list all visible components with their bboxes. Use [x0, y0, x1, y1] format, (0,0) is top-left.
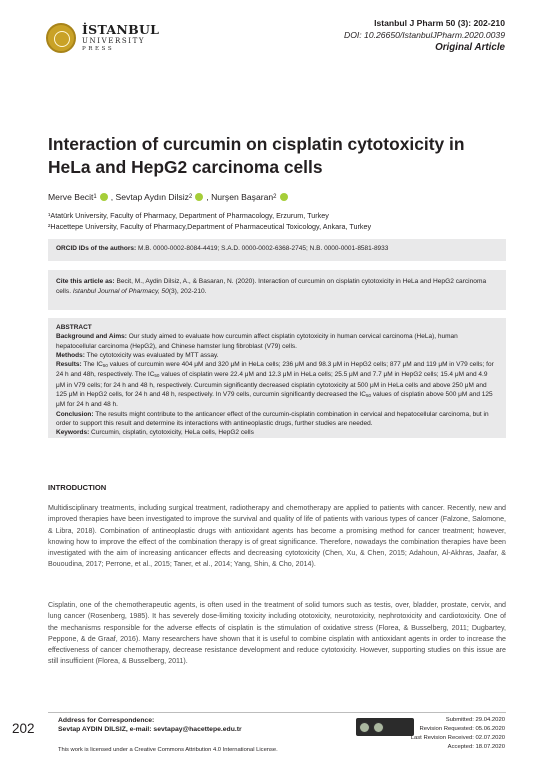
- author-name: Merve Becit: [48, 192, 94, 202]
- abstract-background: Background and Aims: Our study aimed to evaluate how curcumin affect cisplatin cytotoxicity in human cervical carcinoma (HeLa), human hepatocellular carcinoma (HepG2), and Chinese hamster lung fibroblast (V79) cells.: [56, 333, 458, 350]
- abstract-box: [48, 318, 506, 438]
- university-press-logo: [46, 17, 158, 59]
- correspondence-block: [58, 716, 242, 734]
- cite-tail: (3), 202-210.: [168, 288, 207, 295]
- university-seal-icon: [46, 23, 76, 53]
- journal-header: [344, 17, 505, 54]
- section-heading-introduction: INTRODUCTION: [48, 483, 107, 492]
- abstract-methods: Methods: The cytotoxicity was evaluated by MTT assay.: [56, 351, 219, 359]
- logo-line-3: PRESS: [82, 46, 115, 52]
- correspondence-contact[interactable]: Sevtap AYDIN DILSIZ, e-mail: sevtapay@hacettepe.edu.tr: [58, 726, 242, 733]
- author-name: Nurşen Başaran: [211, 192, 274, 202]
- date-last-revision: Last Revision Received: 02.07.2020: [410, 734, 505, 741]
- footer-divider: [48, 712, 506, 713]
- author-affiliation-mark: 2: [188, 194, 193, 200]
- citation-box: [48, 270, 506, 310]
- abstract-heading: ABSTRACT: [56, 324, 92, 331]
- cite-label: Cite this article as:: [56, 278, 115, 285]
- orcid-ids: M.B. 0000-0002-8084-4419; S.A.D. 0000-0002-6368-2745; N.B. 0000-0001-8581-8933: [136, 245, 389, 252]
- cc-by-license-icon[interactable]: [356, 718, 414, 736]
- cite-text: Becit, M., Aydin Dilsiz, A., & Basaran, N. (2020). Interaction of curcumin on cisplatin cytotoxicity in HeLa and HepG2 carcinoma cells.: [56, 278, 487, 295]
- orcid-icon[interactable]: [100, 193, 108, 201]
- submission-dates: [411, 716, 505, 752]
- abstract-conclusion: Conclusion: The results might contribute to the anticancer effect of the curcumin-cisplatin combination in cervical and hepatocellular carcinoma, but in order to support this result and determine its interactions with antineoplastic drugs, further studies are needed.: [56, 410, 489, 427]
- article-title: Interaction of curcumin on cisplatin cytotoxicity in HeLa and HepG2 carcinoma cells: [48, 134, 465, 177]
- logo-line-1: İSTANBUL: [82, 21, 160, 37]
- intro-paragraph-1: Multidisciplinary treatments, including surgical treatment, radiotherapy and chemotherapy are applied to patients with cancer. Recently, new and improved therapies have been investigated to improve the survival and quality of life of patients with various types of cancer (Falzone, Salomone, & Libra, 2018). Combination of antineoplastic drugs with antioxidant agents has become a promising method for cancer treatment; however, knowing how to improve the effect of the combination therapy is of great significance. Therefore, nowadays the combination therapies have been investigated with the aim of increasing anticancer effects and decreasing cytotoxicity (Chen, Xu, & Chen, 2015; Adahoun, Al-Akhras, Jaafar, & Bououdina, 2017; Perrone, et al., 2015; Taner, et al., 2014; Yang, Shin, & Cho, 2014).: [48, 504, 506, 569]
- abstract-results: Results: The $IC_{50}$ values of curcumin were 404 μM and 320 μM in HeLa cells; 236 μM and 98.3 μM in HepG2 cells; 877 μM and 119 μM in V79 cells; for 24 h and 48h, respectively. The $IC_{50}$ values of cisplatin were 22.4 μM and 12.3 μM in HeLa cells; 25.5 μM and 7.7 μM in HepG2 cells; 15.4 μM and 4.9 μM in V79 cells; for 24 h and 48 h, respectively. Curcumin significantly decreased cisplatin cytotoxicity at 500 μM in HeLa cells and above 250 μM and 125 μM in HepG2 cells, for 24 h and 48 h, respectively. In V79 cells, curcumin significantly decreased the $IC_{50}$ values of cisplatin above 500 μM and 125 μM for 24 h and 48 h.: [56, 361, 494, 409]
- author-name: Sevtap Aydın Dilsiz: [115, 192, 189, 202]
- logo-line-2: UNIVERSITY: [82, 37, 146, 45]
- correspondence-label: Address for Correspondence:: [58, 717, 155, 724]
- author-affiliation-mark: 1: [93, 194, 97, 200]
- date-revision-requested: Revision Requested: 05.06.2020: [419, 725, 505, 732]
- journal-citation: Istanbul J Pharm 50 (3): 202-210: [374, 18, 505, 28]
- doi-link[interactable]: DOI: 10.26650/IstanbulJPharm.2020.0039: [343, 30, 505, 40]
- date-accepted: Accepted: 18.07.2020: [447, 743, 505, 750]
- affiliation-2: ²Hacettepe University, Faculty of Pharmacy,Department of Pharmaceutical Toxicology, Ankara, Turkey: [48, 222, 372, 231]
- orcid-icon[interactable]: [195, 193, 203, 201]
- license-notice: This work is licensed under a Creative Commons Attribution 4.0 International License.: [58, 747, 278, 753]
- affiliation-1: ¹Atatürk University, Faculty of Pharmacy, Department of Pharmacology, Erzurum, Turkey: [48, 211, 329, 220]
- orcid-label: ORCID IDs of the authors:: [56, 245, 137, 252]
- abstract-keywords: Keywords: Curcumin, cisplatin, cytotoxicity, HeLa cells, HepG2 cells: [56, 429, 254, 437]
- author-list: Merve Becit 1 , Sevtap Aydın Dilsiz 2 , Nurşen Başaran 2: [48, 192, 291, 202]
- orcid-icon[interactable]: [280, 193, 288, 201]
- author-affiliation-mark: 2: [273, 194, 277, 200]
- cc-icon: [359, 722, 370, 733]
- by-icon: [373, 722, 384, 733]
- article-type: Original Article: [435, 42, 505, 53]
- cite-journal: Istanbul Journal of Pharmacy, 50: [72, 288, 169, 295]
- intro-paragraph-2: Cisplatin, one of the chemotherapeutic agents, is often used in the treatment of solid tumors such as testis, over, bladder, prostate, cervix, and lung cancer (Rosenberg, 1985). It has severely dose-limiting toxicity including ototoxicity, neurotoxicity, nephrotoxicity and cardiotoxicity. One of the mechanisms responsible for the adverse effects of cisplatin is the stimulation of oxidative stress (Florea, & Busselberg, 2011; Dugbartey, Peppone, & de Graaf, 2016). Many researchers have shown that it is useful to combine cisplatin with antioxidant agents in order to increase the effectiveness of cancer chemotherapy, decrease resistance development and reduce cytotoxicity. However, supporting studies on this issue are still insufficient (Florea, & Busselberg, 2011).: [48, 601, 506, 666]
- orcid-box: [48, 239, 506, 261]
- page-number: 202: [12, 721, 35, 736]
- date-submitted: Submitted: 29.04.2020: [445, 717, 505, 723]
